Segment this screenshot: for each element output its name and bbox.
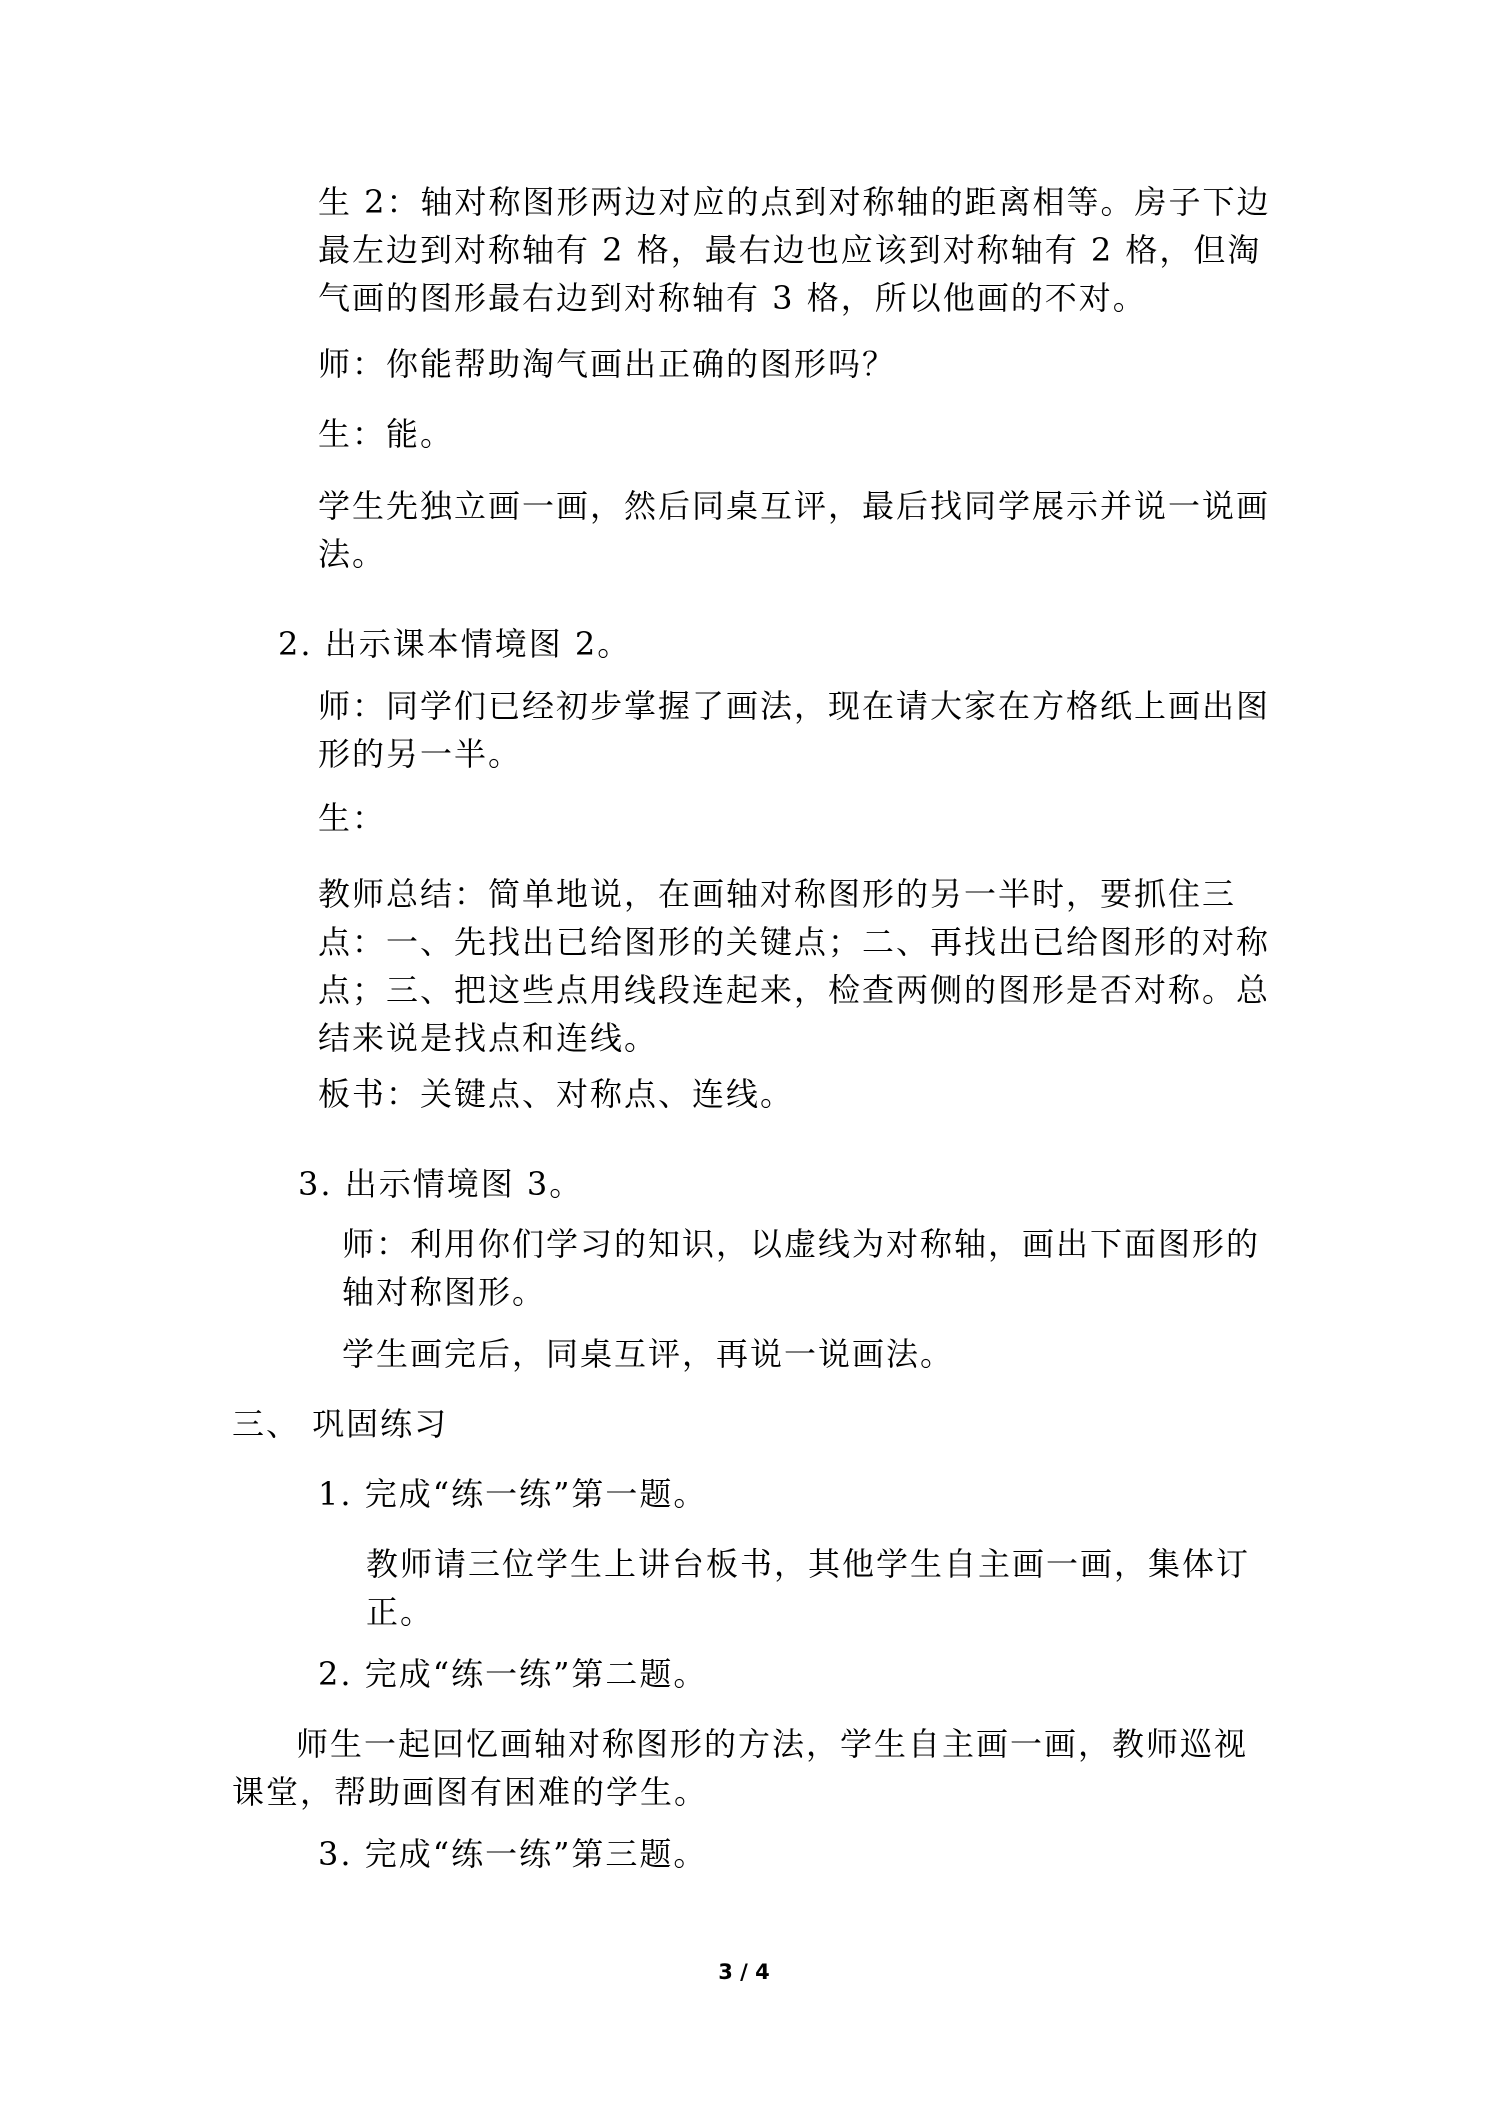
exercise-3-heading: 3. 完成“练一练”第三题。 [318, 1835, 708, 1873]
exercise-1-heading: 1. 完成“练一练”第一题。 [318, 1475, 708, 1513]
page-number: 3 / 4 [718, 1960, 770, 1984]
teacher-instruction-paragraph: 师：同学们已经初步掌握了画法，现在请大家在方格纸上画出图形的另一半。 [318, 687, 1271, 773]
student-reply-paragraph: 生：能。 [318, 415, 455, 453]
student-answer-paragraph: 生 2：轴对称图形两边对应的点到对称轴的距离相等。房子下边最左边到对称轴有 2 格，最右边也应该到对称轴有 2 格，但淘气画的图形最右边到对称轴有 3 格，所以他画的不对。 [318, 183, 1271, 317]
teacher-question-paragraph: 师：你能帮助淘气画出正确的图形吗？ [318, 345, 897, 383]
exercise-2-body: 师生一起回忆画轴对称图形的方法，学生自主画一画，教师巡视课堂，帮助画图有困难的学生。 [232, 1725, 1249, 1811]
student-label-paragraph: 生： [318, 799, 387, 837]
activity-paragraph: 学生先独立画一画，然后同桌互评，最后找同学展示并说一说画法。 [318, 487, 1271, 573]
step-3-heading: 3. 出示情境图 3。 [298, 1165, 584, 1203]
teacher-summary-paragraph: 教师总结：简单地说，在画轴对称图形的另一半时，要抓住三点：一、先找出已给图形的关键点；二、再找出已给图形的对称点；三、把这些点用线段连起来，检查两侧的图形是否对称。总结来说是找点和连线。 [318, 875, 1271, 1057]
peer-review-paragraph: 学生画完后，同桌互评，再说一说画法。 [342, 1335, 955, 1373]
exercise-1-body: 教师请三位学生上讲台板书，其他学生自主画一画，集体订正。 [366, 1545, 1251, 1631]
section-heading-practice: 三、 巩固练习 [232, 1405, 449, 1443]
step-2-heading: 2. 出示课本情境图 2。 [278, 625, 632, 663]
board-writing-paragraph: 板书：关键点、对称点、连线。 [318, 1075, 795, 1113]
teacher-task-paragraph: 师：利用你们学习的知识，以虚线为对称轴，画出下面图形的轴对称图形。 [342, 1225, 1261, 1311]
exercise-2-heading: 2. 完成“练一练”第二题。 [318, 1655, 708, 1693]
